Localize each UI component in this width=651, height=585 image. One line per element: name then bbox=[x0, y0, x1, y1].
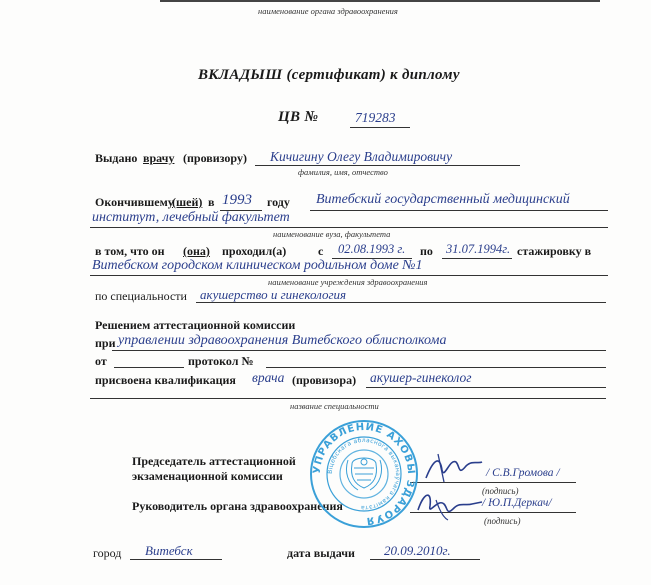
training-t3: проходил(а) bbox=[222, 244, 287, 258]
graduated-label-c: в bbox=[208, 195, 215, 209]
stamp-ring-text: УПРАВЛЕНИЕ АХОВЫ ЗДАРОЎЯ bbox=[311, 421, 417, 527]
qualification-label: присвоена квалификация bbox=[95, 373, 236, 387]
commission-protocol-line bbox=[266, 367, 606, 368]
commission-heading: Решением аттестационной комиссии bbox=[95, 318, 296, 332]
series-underline bbox=[350, 127, 410, 128]
graduation-year: 1993 bbox=[222, 192, 252, 208]
training-from: 02.08.1993 г. bbox=[338, 242, 406, 256]
commission-at-line bbox=[112, 350, 606, 351]
commission-from-label: от bbox=[95, 354, 107, 368]
training-to-line bbox=[442, 258, 512, 259]
issued-prefix: Выдано bbox=[95, 151, 138, 165]
issued-name-line bbox=[255, 165, 520, 166]
institution-caption: наименование вуза, факультета bbox=[273, 229, 391, 239]
institution-line-2: институт, лечебный факультет bbox=[92, 210, 290, 225]
institution-underline-2 bbox=[90, 227, 608, 228]
head-signature-icon bbox=[414, 486, 486, 522]
series-label: ЦВ № bbox=[278, 109, 319, 125]
date-value: 20.09.2010г. bbox=[384, 543, 451, 558]
training-t4: с bbox=[318, 244, 324, 258]
issued-doctor: врачу bbox=[143, 151, 175, 165]
institution-underline-1 bbox=[310, 210, 608, 211]
qualification-role: (провизора) bbox=[292, 373, 357, 387]
issued-name: Кичигину Олегу Владимировичу bbox=[270, 149, 453, 164]
head-title: Руководитель органа здравоохранения bbox=[132, 499, 343, 513]
head-sign-caption: (подпись) bbox=[484, 516, 521, 526]
qualification-caption: название специальности bbox=[290, 401, 379, 411]
graduated-label-b: (шей) bbox=[172, 195, 203, 209]
city-line bbox=[130, 559, 222, 560]
training-to: 31.07.1994г. bbox=[446, 242, 511, 256]
training-place-line bbox=[90, 275, 608, 276]
training-t5: по bbox=[420, 244, 433, 258]
date-label: дата выдачи bbox=[287, 546, 355, 560]
commission-at-label: при bbox=[95, 336, 116, 350]
date-line bbox=[370, 559, 480, 560]
chair-title-2: экзаменационной комиссии bbox=[132, 469, 283, 483]
series-number: 719283 bbox=[355, 110, 396, 125]
qualification-line bbox=[366, 387, 606, 388]
stamp-inner-text: Віцебскага абласнога выканаўчага камітэта bbox=[326, 436, 402, 512]
year-word: году bbox=[267, 195, 290, 209]
top-organ-line bbox=[160, 0, 600, 2]
city-label: город bbox=[93, 546, 122, 560]
training-t6: стажировку в bbox=[517, 244, 592, 258]
official-stamp-icon bbox=[308, 418, 420, 530]
qualification-doctor: врача bbox=[252, 370, 285, 385]
training-place: Витебском городском клиническом родильном доме №1 bbox=[92, 258, 423, 273]
training-caption: наименование учреждения здравоохранения bbox=[268, 277, 428, 287]
chair-sign-caption: (подпись) bbox=[482, 486, 519, 496]
training-t1: в том, что он bbox=[95, 244, 165, 258]
document-title: ВКЛАДЫШ (сертификат) к диплому bbox=[198, 67, 460, 83]
commission-from-line bbox=[114, 367, 184, 368]
city-value: Витебск bbox=[145, 543, 193, 558]
specialty-value: акушерство и гинекология bbox=[200, 287, 347, 302]
issued-caption: фамилия, имя, отчество bbox=[298, 167, 388, 177]
organ-caption: наименование органа здравоохранения bbox=[258, 6, 398, 16]
commission-protocol-label: протокол № bbox=[188, 354, 254, 368]
qualification-line-2 bbox=[90, 398, 606, 399]
chair-signature-icon bbox=[420, 448, 486, 488]
qualification-value: акушер-гинеколог bbox=[370, 370, 472, 385]
commission-at-value: управлении здравоохранения Витебского облисполкома bbox=[118, 333, 447, 348]
specialty-line bbox=[196, 302, 606, 303]
specialty-label: по специальности bbox=[95, 289, 187, 303]
institution-line-1: Витебский государственный медицинский bbox=[316, 192, 570, 207]
head-name: / Ю.П.Деркач/ bbox=[482, 497, 552, 509]
graduated-label-a: Окончившему bbox=[95, 195, 174, 209]
issued-role: (провизору) bbox=[183, 151, 247, 165]
chair-title-1: Председатель аттестационной bbox=[132, 454, 296, 468]
training-t2: (она) bbox=[183, 244, 210, 258]
chair-name: / С.В.Громова / bbox=[486, 467, 560, 479]
